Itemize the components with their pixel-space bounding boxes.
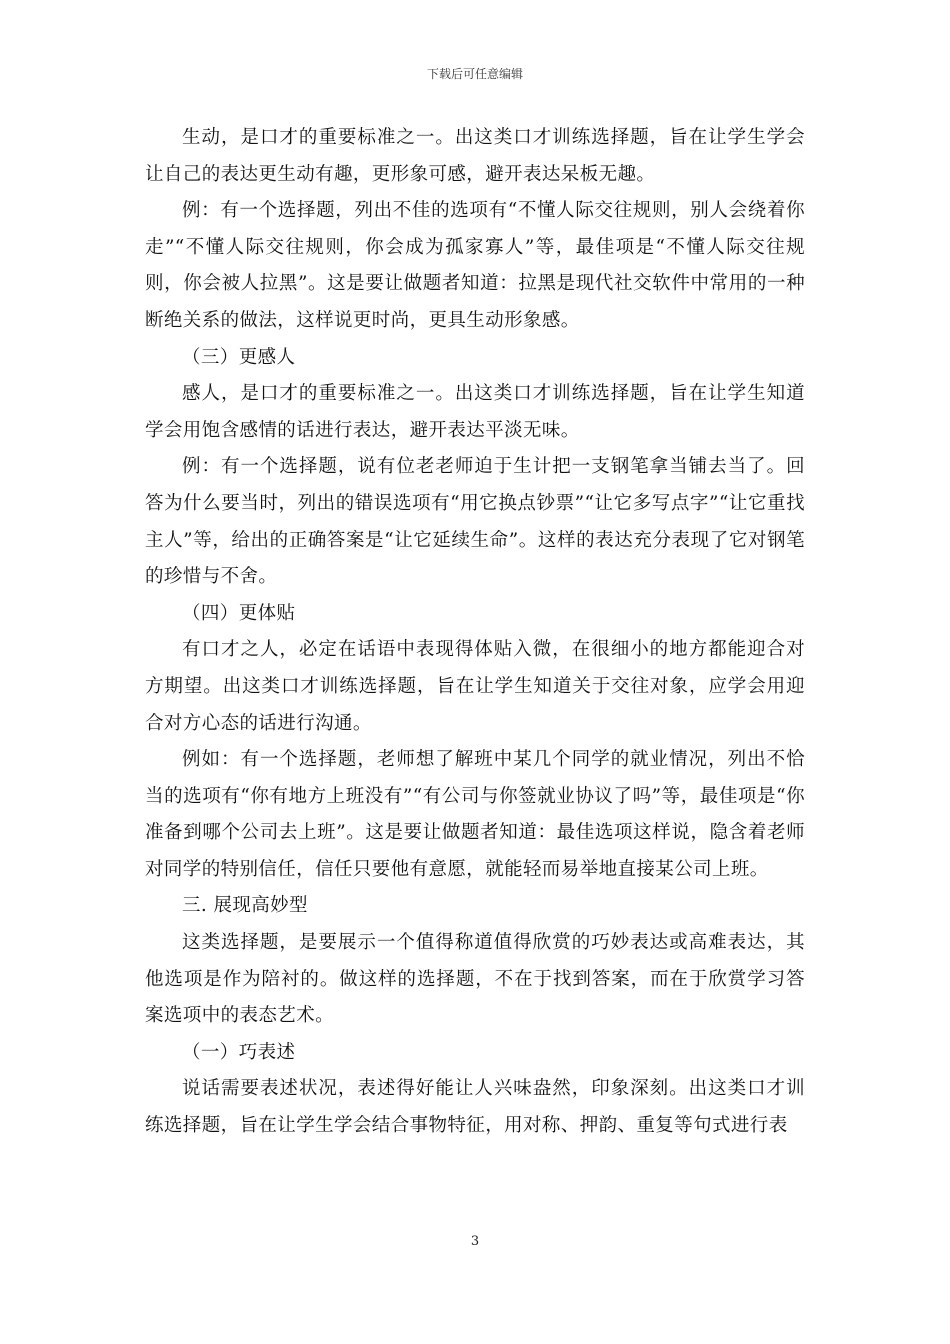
page-number: 3 xyxy=(470,1234,480,1249)
paragraph-clever-expression: 说话需要表述状况，表述得好能让人兴味盎然，印象深刻。出这类口才训练选择题，旨在让学生学会结合事物特征，用对称、押韵、重复等句式进行表 xyxy=(145,1078,805,1137)
page-header: 下载后可任意编辑 xyxy=(426,67,523,81)
heading-more-considerate: （四）更体贴 xyxy=(182,602,296,624)
heading-section-three: 三. 展现高妙型 xyxy=(182,895,308,917)
heading-clever-expression: （一）巧表述 xyxy=(182,1041,296,1063)
paragraph-section-three-intro: 这类选择题，是要展示一个值得称道值得欣赏的巧妙表达或高难表达，其他选项是作为陪衬的。做这样的选择题，不在于找到答案，而在于欣赏学习答案选项中的表态艺术。 xyxy=(145,932,805,1027)
paragraph-vivid-intro: 生动，是口才的重要标准之一。出这类口才训练选择题，旨在让学生学会让自己的表达更生动有趣，更形象可感，避开表达呆板无趣。 xyxy=(145,127,805,185)
paragraph-considerate-example: 例如：有一个选择题，老师想了解班中某几个同学的就业情况，列出不恰当的选项有“你有地方上班没有”“有公司与你签就业协议了吗”等，最佳项是“你准备到哪个公司去上班”。这是要让做题者知道：最佳选项这样说，隐含着老师对同学的特别信任，信任只要他有意愿，就能轻而易举地直接某公司上班。 xyxy=(145,749,805,880)
heading-more-touching: （三）更感人 xyxy=(182,346,296,368)
paragraph-considerate-intro: 有口才之人，必定在话语中表现得体贴入微，在很细小的地方都能迎合对方期望。出这类口才训练选择题，旨在让学生知道关于交往对象，应学会用迎合对方心态的话进行沟通。 xyxy=(145,639,805,734)
paragraph-vivid-example: 例：有一个选择题，列出不佳的选项有“不懂人际交往规则，别人会绕着你走”“不懂人际交往规则，你会成为孤家寡人”等，最佳项是“不懂人际交往规则，你会被人拉黑”。这是要让做题者知道：拉黑是现代社交软件中常用的一种断绝关系的做法，这样说更时尚，更具生动形象感。 xyxy=(145,200,805,331)
body-text xyxy=(145,120,805,1145)
paragraph-touching-intro: 感人，是口才的重要标准之一。出这类口才训练选择题，旨在让学生知道学会用饱含感情的话进行表达，避开表达平淡无味。 xyxy=(145,383,805,441)
paragraph-touching-example: 例：有一个选择题，说有位老老师迫于生计把一支钢笔拿当铺去当了。回答为什么要当时，列出的错误选项有“用它换点钞票”“让它多写点字”“让它重找主人”等，给出的正确答案是“让它延续生命”。这样的表达充分表现了它对钢笔的珍惜与不舍。 xyxy=(145,456,805,588)
